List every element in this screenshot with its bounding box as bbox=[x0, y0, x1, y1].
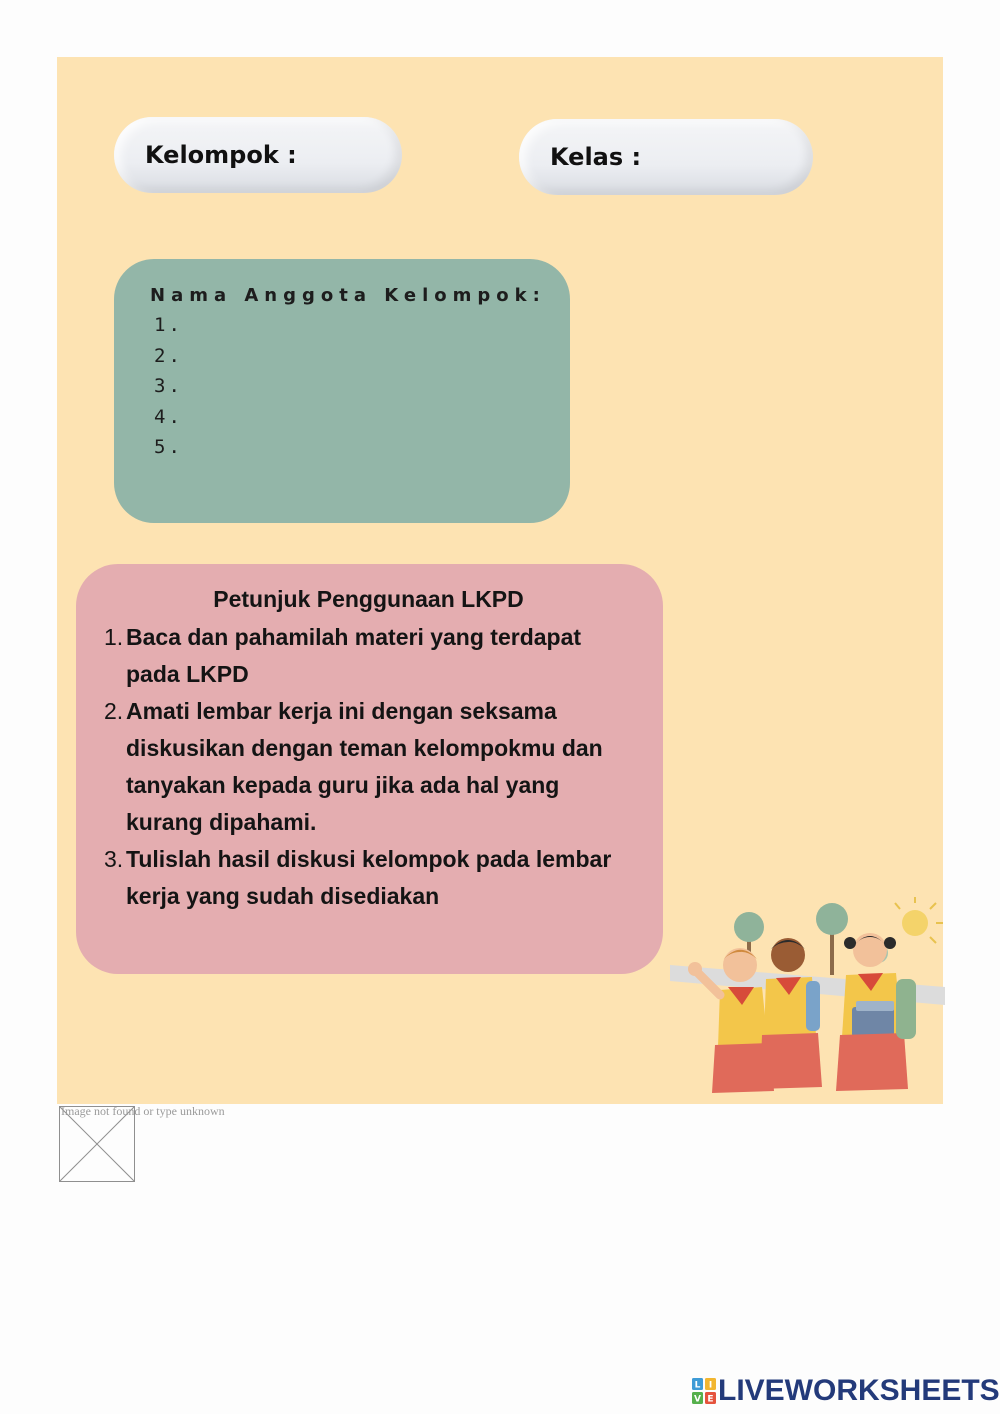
sun-icon bbox=[895, 897, 943, 943]
instruction-item bbox=[104, 693, 633, 841]
member-item[interactable]: 5. bbox=[154, 436, 183, 458]
brand-name: LIVEWORKSHEETS bbox=[718, 1374, 1000, 1407]
kelompok-field[interactable] bbox=[114, 117, 402, 193]
members-title: Nama Anggota Kelompok: bbox=[150, 285, 546, 306]
member-item[interactable]: 3. bbox=[154, 375, 183, 397]
instruction-item bbox=[104, 619, 633, 693]
instruction-text: Tulislah hasil diskusi kelompok pada lembar kerja yang sudah disediakan bbox=[126, 846, 612, 909]
instruction-number: 3. bbox=[104, 846, 124, 872]
svg-text:L: L bbox=[694, 1380, 701, 1391]
member-item[interactable]: 4. bbox=[154, 405, 183, 428]
student-3-figure bbox=[836, 933, 916, 1091]
instruction-number: 1. bbox=[104, 624, 124, 650]
svg-text:V: V bbox=[694, 1394, 701, 1404]
svg-text:I: I bbox=[708, 1380, 713, 1391]
kelompok-label: Kelompok : bbox=[145, 141, 297, 169]
group-members-box bbox=[114, 259, 570, 523]
missing-image-text: Image not found or type unknown bbox=[61, 1104, 225, 1118]
svg-text:E: E bbox=[707, 1394, 714, 1404]
kelas-field[interactable] bbox=[519, 119, 813, 195]
liveworksheets-logo-icon bbox=[692, 1378, 716, 1404]
instruction-text: Amati lembar kerja ini dengan seksama diskusikan dengan teman kelompokmu dan tanyakan kepada guru jika ada hal yang kurang dipahami. bbox=[126, 698, 603, 835]
instructions-list bbox=[104, 619, 633, 915]
kelas-label: Kelas : bbox=[550, 143, 642, 171]
member-item[interactable]: 2. bbox=[154, 344, 183, 367]
members-list bbox=[150, 310, 570, 463]
instructions-box bbox=[76, 564, 663, 974]
instruction-number: 2. bbox=[104, 698, 124, 724]
member-item[interactable]: 1. bbox=[154, 314, 183, 336]
instructions-title: Petunjuk Penggunaan LKPD bbox=[213, 586, 524, 612]
instruction-text: Baca dan pahamilah materi yang terdapat pada LKPD bbox=[126, 624, 582, 687]
instruction-item bbox=[104, 841, 633, 915]
student-2-figure bbox=[760, 938, 822, 1089]
students-illustration bbox=[670, 895, 945, 1100]
liveworksheets-brand[interactable] bbox=[692, 1374, 1000, 1408]
